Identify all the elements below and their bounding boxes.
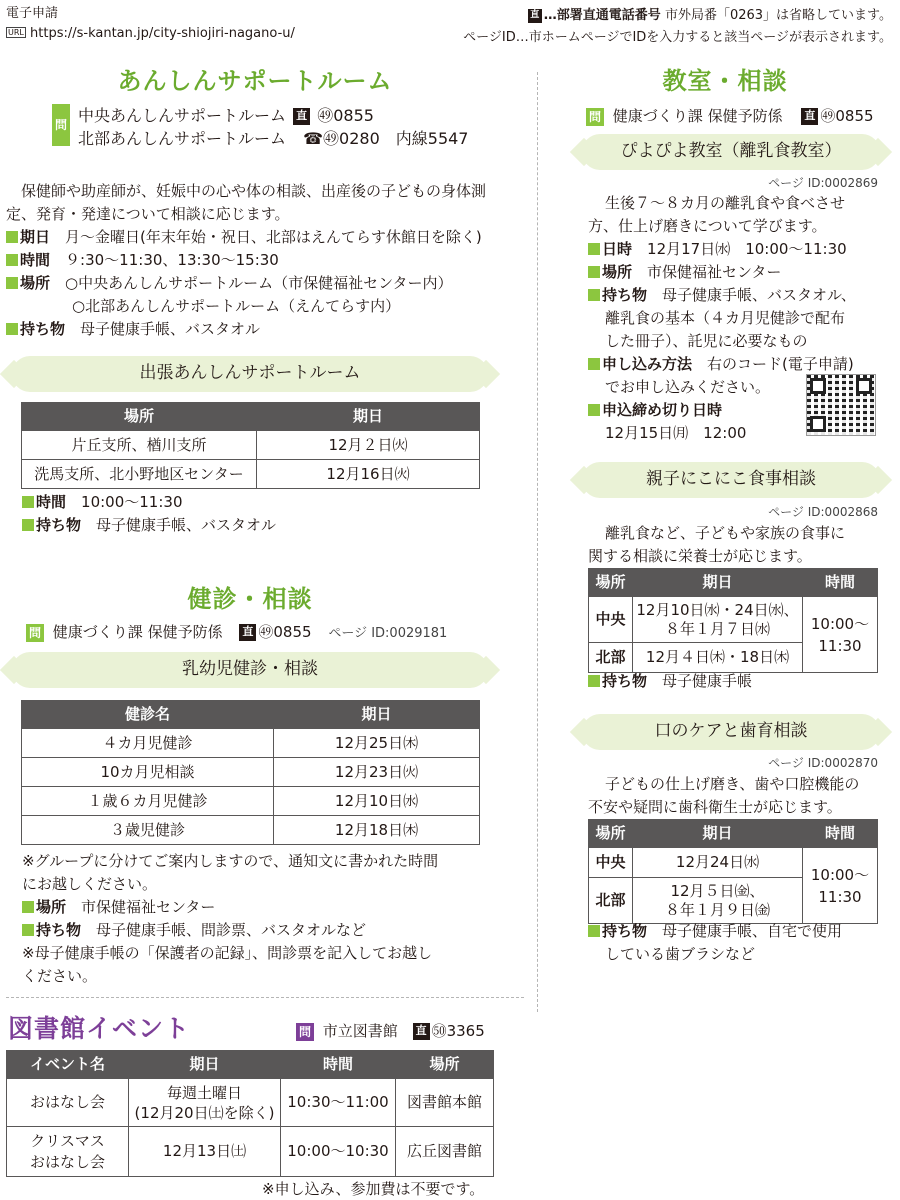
table-row xyxy=(22,431,480,460)
meal-title: 親子にこにこ食事相談 xyxy=(646,469,816,490)
bullet-icon xyxy=(22,496,34,508)
outreach-table xyxy=(21,402,480,489)
cell-line: ８年１月９日㈮ xyxy=(664,900,770,919)
cell-line: 11:30 xyxy=(818,887,862,906)
oral-table xyxy=(588,819,878,924)
item-label: 申込締め切り日時 xyxy=(602,401,723,419)
table-header: 期日 xyxy=(633,569,803,597)
bullet-icon xyxy=(588,404,600,416)
url-line xyxy=(6,24,295,44)
classroom-contact xyxy=(586,105,874,128)
table-cell xyxy=(803,848,878,924)
inquiry-tag: 問 xyxy=(26,624,44,642)
anshin-item-place xyxy=(6,272,453,295)
meal-desc1: 離乳食など、子どもや家族の食事に xyxy=(605,524,846,542)
item-label: 時間 xyxy=(20,251,51,269)
anshin-description: 保健師や助産師が、妊娠中の心や体の相談、出産後の子どもの身体測定、発育・発達について相談に応じます。 xyxy=(6,182,487,223)
table-header: 期日 xyxy=(633,820,803,848)
item-label: 場所 xyxy=(36,898,67,916)
table-row xyxy=(589,848,878,878)
outreach-title: 出張あんしんサポートルーム xyxy=(139,363,361,384)
item-label: 持ち物 xyxy=(36,921,82,939)
table-header: 期日 xyxy=(257,403,480,431)
library-title: 図書館イベント xyxy=(8,1014,191,1043)
table-header: 場所 xyxy=(589,820,633,848)
library-contact-name: 市立図書館 xyxy=(322,1022,398,1040)
table-cell: 片丘支所、楢川支所 xyxy=(22,431,257,460)
column-divider xyxy=(537,72,538,1012)
piyopiyo-bring3: した冊子）、託児に必要なもの xyxy=(605,332,808,350)
table-cell: 12月10日㈬ xyxy=(274,787,480,816)
table-cell xyxy=(803,597,878,673)
inquiry-tag: 問 xyxy=(296,1023,314,1041)
url-icon: URL xyxy=(8,28,24,37)
application-url[interactable]: https://s-kantan.jp/city-shiojiri-nagano-u/ xyxy=(30,26,295,41)
qr-finder xyxy=(810,416,826,432)
table-header: 期日 xyxy=(129,1051,281,1079)
checkup-contact xyxy=(26,621,447,644)
direct-phone-icon: 直 xyxy=(293,108,310,125)
classroom-title: 教室・相談 xyxy=(662,67,788,95)
inquiry-tag: 問 xyxy=(52,104,70,146)
piyopiyo-deadline-value: 12月15日㈪ 12:00 xyxy=(605,424,747,442)
table-row xyxy=(22,758,480,787)
piyopiyo-date xyxy=(588,238,847,261)
bullet-icon xyxy=(588,266,600,278)
item-label: 場所 xyxy=(20,274,51,292)
table-cell: 北部 xyxy=(589,878,633,924)
checkup-table xyxy=(21,700,480,845)
table-header-row xyxy=(7,1051,494,1079)
anshin-contact-north xyxy=(78,127,468,151)
item-value: 10:00～11:30 xyxy=(81,493,183,511)
e-application-label: 電子申請 xyxy=(6,6,59,21)
table-cell: ３歳児健診 xyxy=(22,816,274,845)
legend-phone-note xyxy=(526,6,892,26)
checkup-phone: ㊾0855 xyxy=(258,623,312,641)
table-cell xyxy=(633,597,803,643)
bullet-icon xyxy=(588,358,600,370)
table-cell: 12月18日㈭ xyxy=(274,816,480,845)
bullet-icon xyxy=(6,254,18,266)
meal-page-id: ページ ID:0002868 xyxy=(768,505,878,519)
table-cell: 12月23日㈫ xyxy=(274,758,480,787)
item-value: 母子健康手帳、バスタオル xyxy=(96,516,277,534)
section-divider xyxy=(6,997,524,998)
bullet-icon xyxy=(588,289,600,301)
piyopiyo-ribbon xyxy=(582,134,880,170)
checkup-note2b: ください。 xyxy=(22,967,98,985)
piyopiyo-desc2: 方、仕上げ磨きについて学びます。 xyxy=(588,217,827,235)
checkup-note1b: にお越しください。 xyxy=(22,875,158,893)
item-value: 母子健康手帳、バスタオル xyxy=(80,320,261,338)
anshin-title: あんしんサポートルーム xyxy=(117,67,393,95)
piyopiyo-deadline xyxy=(588,399,722,422)
cell-line: ８年１月７日㈬ xyxy=(664,619,770,638)
checkup-item-bring xyxy=(22,919,366,942)
cell-line: 10:00～ xyxy=(810,614,870,633)
table-cell: 12月13日㈯ xyxy=(129,1127,281,1177)
table-cell: 12月２日㈫ xyxy=(257,431,480,460)
table-cell xyxy=(7,1127,129,1177)
outreach-item-time xyxy=(22,491,183,514)
meal-bring xyxy=(588,670,752,693)
legend-phone-label: …部署直通電話番号 xyxy=(543,8,661,23)
qr-finder xyxy=(856,378,872,394)
direct-phone-icon: 直 xyxy=(801,108,818,125)
oral-bring xyxy=(588,920,842,943)
piyopiyo-title: ぴよぴよ教室（離乳食教室） xyxy=(620,141,842,162)
table-header: 場所 xyxy=(22,403,257,431)
cell-line: クリスマス xyxy=(30,1131,105,1150)
item-label: 持ち物 xyxy=(602,672,648,690)
bullet-icon xyxy=(6,323,18,335)
table-cell: 10:30～11:00 xyxy=(281,1079,396,1127)
item-label: 申し込み方法 xyxy=(602,355,693,373)
qr-code[interactable] xyxy=(806,374,876,436)
piyopiyo-page-id: ページ ID:0002869 xyxy=(768,176,878,190)
table-cell: 12月25日㈭ xyxy=(274,729,480,758)
table-header: 場所 xyxy=(396,1051,494,1079)
item-value: 母子健康手帳 xyxy=(662,672,753,690)
table-row xyxy=(22,729,480,758)
table-header: イベント名 xyxy=(7,1051,129,1079)
bullet-icon xyxy=(6,277,18,289)
checkup-note2: ※母子健康手帳の「保護者の記録」、問診票を記入してお越し xyxy=(22,944,433,962)
library-phone: ㊿3365 xyxy=(431,1022,485,1040)
checkup-page-id: ページ ID:0029181 xyxy=(328,626,448,641)
anshin-contact-central-name: 中央あんしんサポートルーム xyxy=(78,106,287,125)
item-label: 日時 xyxy=(602,240,633,258)
item-label: 場所 xyxy=(602,263,633,281)
direct-phone-icon: 直 xyxy=(413,1023,430,1040)
item-value: 市保健福祉センター xyxy=(81,898,216,916)
outreach-ribbon xyxy=(12,356,488,392)
item-label: 持ち物 xyxy=(602,922,648,940)
outreach-item-bring xyxy=(22,514,276,537)
oral-desc1: 子どもの仕上げ磨き、歯や口腔機能の xyxy=(605,775,860,793)
legend-page-id-note: ページID…市ホームページでIDを入力すると該当ページが表示されます。 xyxy=(463,30,892,45)
inquiry-tag: 問 xyxy=(586,108,604,126)
anshin-contact-north-name: 北部あんしんサポートルーム xyxy=(78,129,287,148)
table-header: 時間 xyxy=(803,569,878,597)
cell-line: 10:00～ xyxy=(810,865,870,884)
bullet-icon xyxy=(22,901,34,913)
meal-desc2: 関する相談に栄養士が応じます。 xyxy=(588,547,812,565)
table-cell: 12月16日㈫ xyxy=(257,460,480,489)
cell-line: 12月10日㈬・24日㈬、 xyxy=(636,600,799,619)
checkup-ribbon xyxy=(12,652,488,688)
meal-ribbon xyxy=(582,462,880,498)
checkup-subtitle: 乳幼児健診・相談 xyxy=(182,659,318,680)
checkup-contact-name: 健康づくり課 保健予防係 xyxy=(52,623,223,641)
anshin-item-time xyxy=(6,249,279,272)
item-value: 12月17日㈬ 10:00～11:30 xyxy=(647,240,847,258)
cell-line: 12月５日㈮、 xyxy=(670,881,765,900)
item-value: ９:30～11:30、13:30～15:30 xyxy=(65,251,279,269)
piyopiyo-apply xyxy=(588,353,854,376)
table-cell: 中央 xyxy=(589,848,633,878)
item-label: 時間 xyxy=(36,493,67,511)
cell-line: 11:30 xyxy=(818,636,862,655)
table-row xyxy=(7,1127,494,1177)
item-value: 右のコード(電子申請) xyxy=(707,355,854,373)
qr-finder xyxy=(810,378,826,394)
table-header-row xyxy=(22,403,480,431)
anshin-north-phone: ☎㊾0280 内線5547 xyxy=(303,129,469,148)
cell-line: 毎週土曜日 xyxy=(166,1083,242,1102)
table-row xyxy=(589,597,878,643)
cell-line: おはなし会 xyxy=(29,1152,105,1171)
oral-desc2: 不安や疑問に歯科衛生士が応じます。 xyxy=(588,798,842,816)
piyopiyo-apply2: でお申し込みください。 xyxy=(605,378,771,396)
table-header: 健診名 xyxy=(22,701,274,729)
table-cell xyxy=(633,878,803,924)
table-header: 時間 xyxy=(803,820,878,848)
table-cell: 洗馬支所、北小野地区センター xyxy=(22,460,257,489)
table-cell: 図書館本館 xyxy=(396,1079,494,1127)
table-cell: ４カ月児健診 xyxy=(22,729,274,758)
anshin-item-bring xyxy=(6,318,260,341)
classroom-phone: ㊾0855 xyxy=(820,107,874,125)
anshin-item-place-2: ○北部あんしんサポートルーム（えんてらす内） xyxy=(72,297,401,315)
checkup-item-place xyxy=(22,896,215,919)
piyopiyo-place xyxy=(588,261,781,284)
table-cell: 広丘図書館 xyxy=(396,1127,494,1177)
table-cell: 北部 xyxy=(589,643,633,673)
anshin-item-date xyxy=(6,226,482,249)
table-header: 時間 xyxy=(281,1051,396,1079)
item-value: 月～金曜日(年末年始・祝日、北部はえんてらす休館日を除く) xyxy=(65,228,482,246)
bullet-icon xyxy=(588,925,600,937)
library-contact xyxy=(296,1020,485,1043)
item-label: 期日 xyxy=(20,228,51,246)
item-label: 持ち物 xyxy=(20,320,66,338)
bullet-icon xyxy=(22,924,34,936)
bullet-icon xyxy=(6,231,18,243)
table-header: 場所 xyxy=(589,569,633,597)
table-cell: おはなし会 xyxy=(7,1079,129,1127)
item-value: 母子健康手帳、バスタオル、 xyxy=(662,286,856,304)
oral-ribbon xyxy=(582,714,880,750)
item-value: 市保健福祉センター xyxy=(647,263,782,281)
bullet-icon xyxy=(588,675,600,687)
item-value: 母子健康手帳、問診票、バスタオルなど xyxy=(96,921,367,939)
library-note: ※申し込み、参加費は不要です。 xyxy=(262,1180,485,1198)
table-row xyxy=(22,787,480,816)
classroom-contact-name: 健康づくり課 保健予防係 xyxy=(612,107,783,125)
item-label: 持ち物 xyxy=(602,286,648,304)
item-value: ○中央あんしんサポートルーム（市保健福祉センター内） xyxy=(65,274,453,292)
item-label: 持ち物 xyxy=(36,516,82,534)
piyopiyo-bring xyxy=(588,284,856,307)
direct-phone-icon: 直 xyxy=(528,9,542,23)
table-header: 期日 xyxy=(274,701,480,729)
piyopiyo-bring2: 離乳食の基本（４カ月児健診で配布 xyxy=(605,309,846,327)
table-header-row xyxy=(22,701,480,729)
item-value: 母子健康手帳、自宅で使用 xyxy=(662,922,843,940)
oral-page-id: ページ ID:0002870 xyxy=(768,756,878,770)
table-row xyxy=(7,1079,494,1127)
table-row xyxy=(22,816,480,845)
bullet-icon xyxy=(22,519,34,531)
oral-title: 口のケアと歯育相談 xyxy=(654,721,808,742)
oral-bring2: している歯ブラシなど xyxy=(605,945,756,963)
direct-phone-icon: 直 xyxy=(239,624,256,641)
library-table xyxy=(6,1050,494,1177)
table-cell: 中央 xyxy=(589,597,633,643)
cell-line: (12月20日㈯を除く) xyxy=(134,1103,275,1122)
checkup-title: 健診・相談 xyxy=(187,585,313,613)
table-header-row xyxy=(589,569,878,597)
table-cell: 12月24日㈬ xyxy=(633,848,803,878)
table-cell: １歳６カ月児健診 xyxy=(22,787,274,816)
table-header-row xyxy=(589,820,878,848)
table-cell: 12月４日㈭・18日㈭ xyxy=(633,643,803,673)
meal-table xyxy=(588,568,878,673)
table-cell: 10:00～10:30 xyxy=(281,1127,396,1177)
table-cell: 10カ月児相談 xyxy=(22,758,274,787)
table-cell xyxy=(129,1079,281,1127)
legend-phone-text: 市外局番「0263」は省略しています。 xyxy=(664,8,892,23)
piyopiyo-desc1: 生後７～８カ月の離乳食や食べさせ xyxy=(605,194,846,212)
checkup-note1: ※グループに分けてご案内しますので、通知文に書かれた時間 xyxy=(22,852,439,870)
anshin-central-phone: ㊾0855 xyxy=(317,106,374,125)
bullet-icon xyxy=(588,243,600,255)
table-row xyxy=(22,460,480,489)
anshin-contact-central xyxy=(78,104,374,128)
